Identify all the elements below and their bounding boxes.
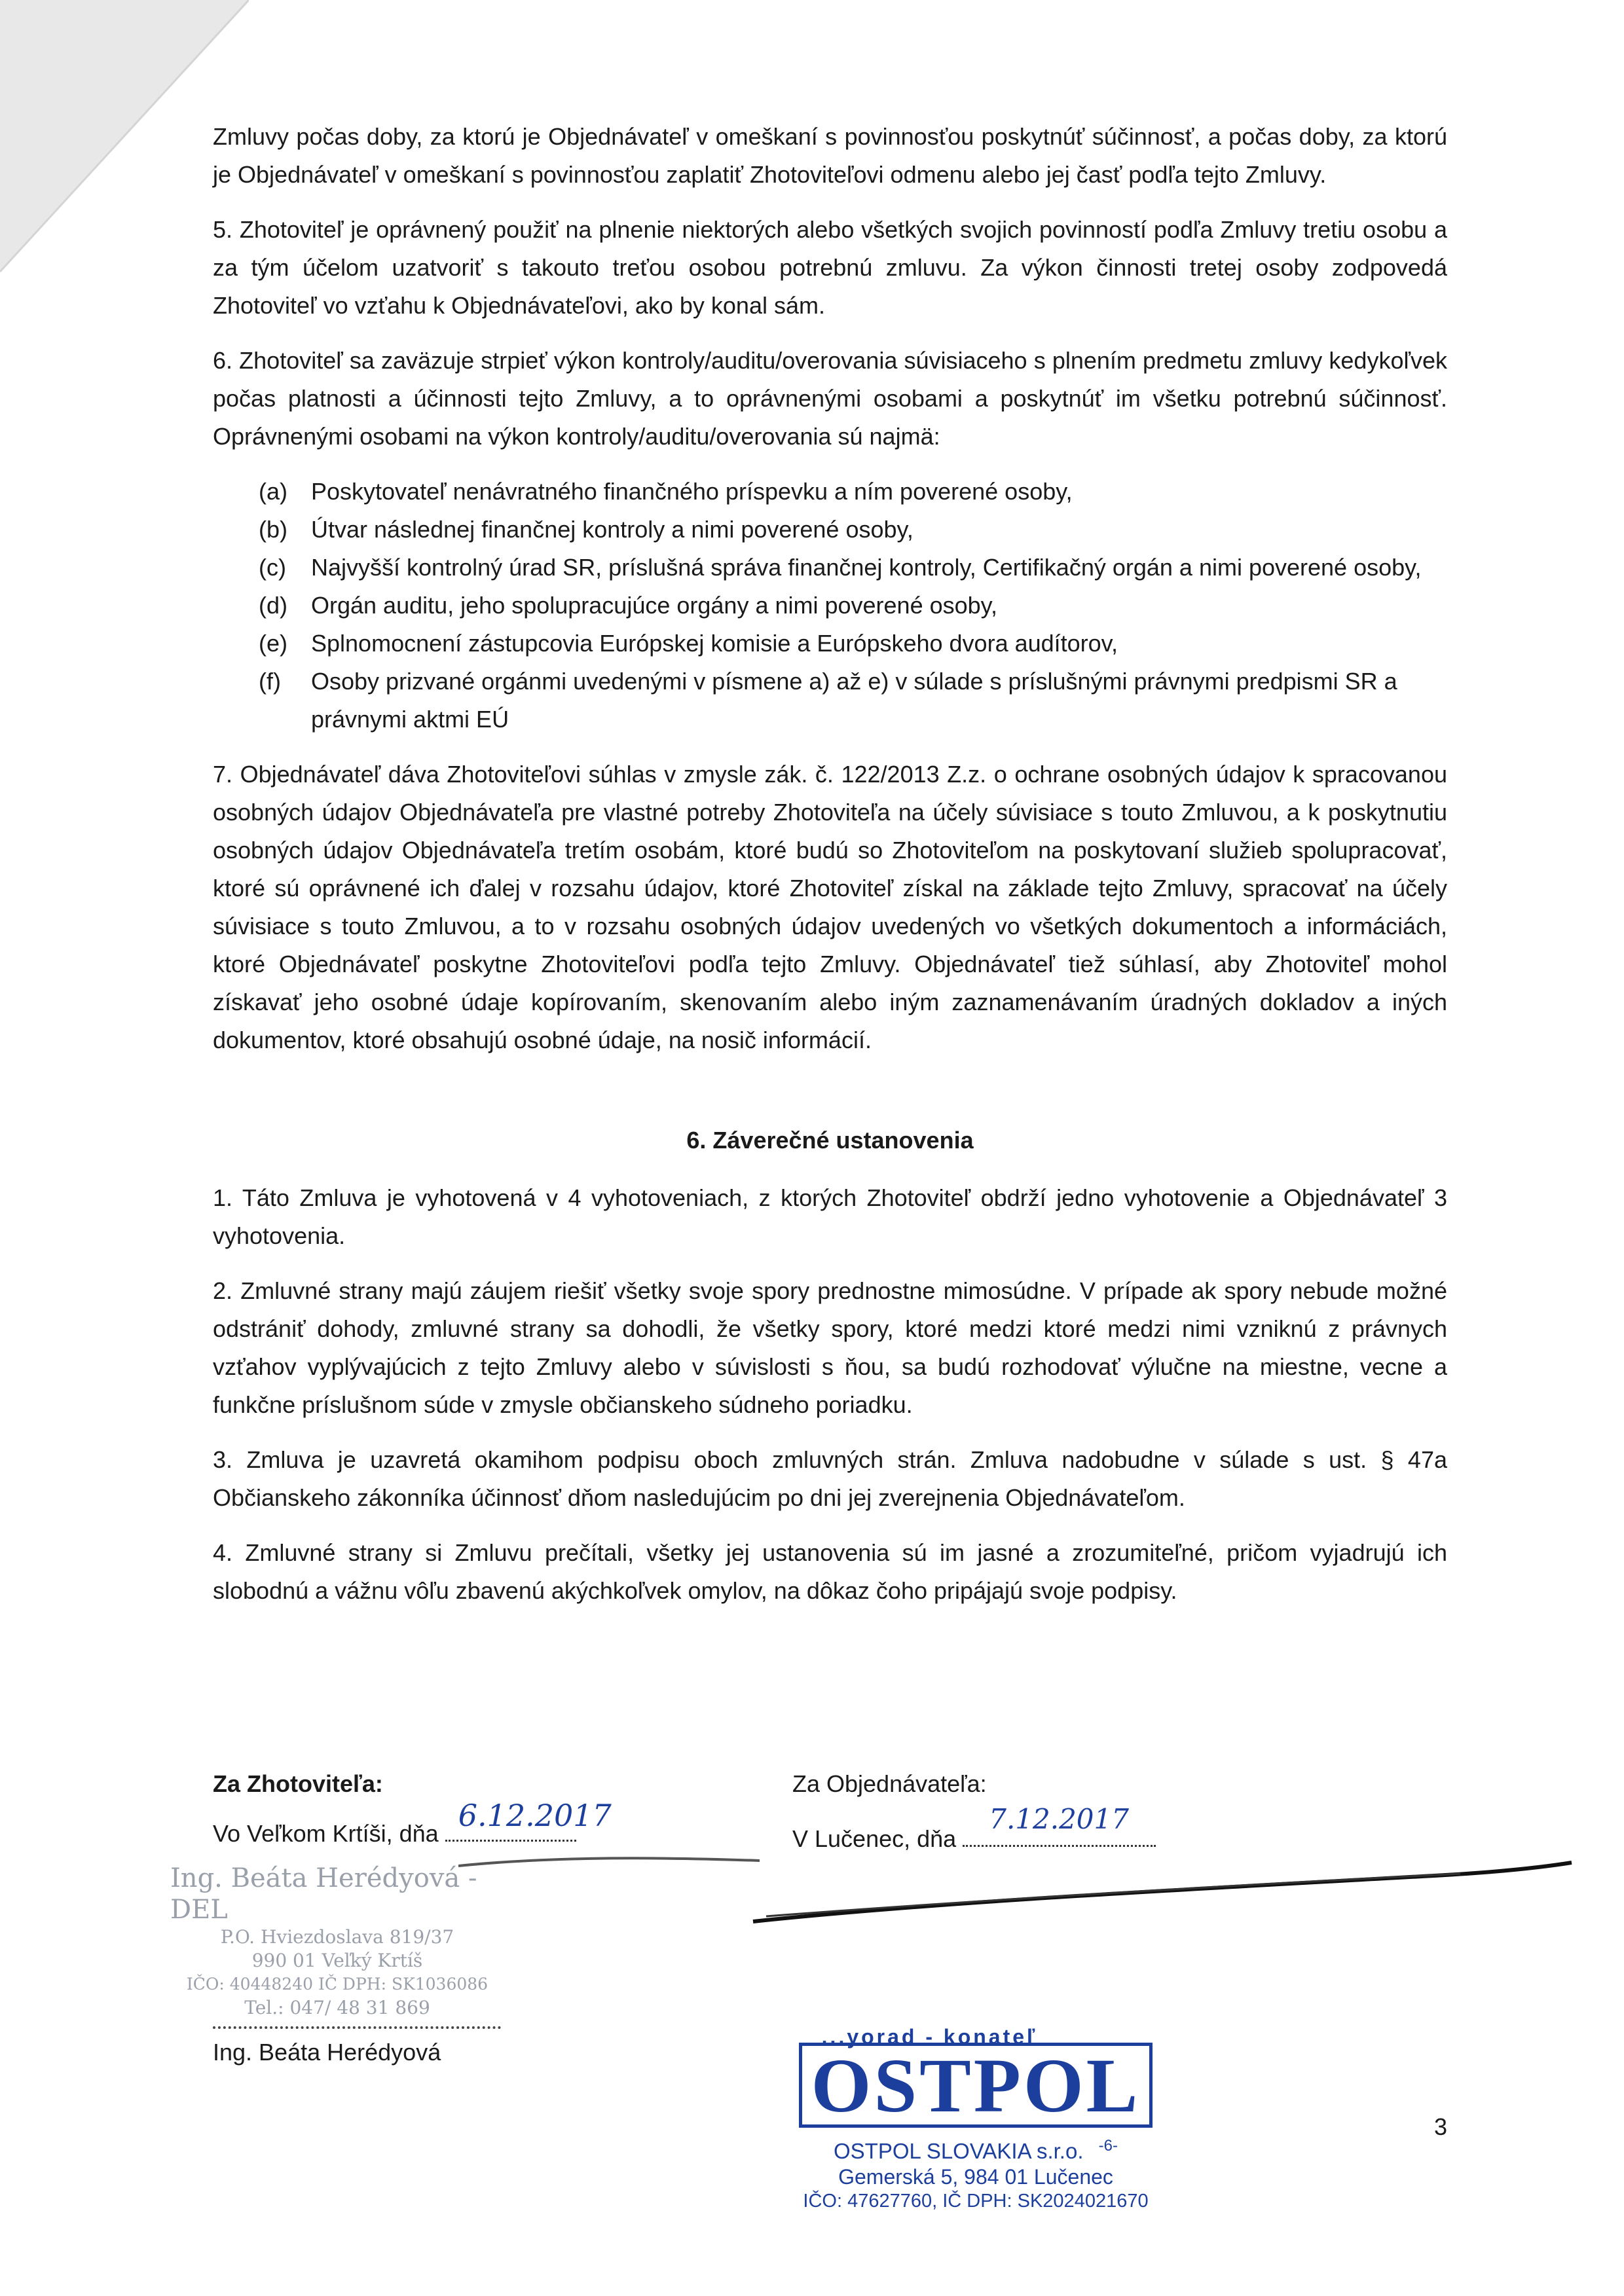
page-number: 3: [1434, 2113, 1448, 2140]
contractor-place: Vo Veľkom Krtíši, dňa: [213, 1820, 439, 1847]
signature-dotted-line: [213, 2024, 501, 2029]
contractor-date-handwritten: 6.12.2017: [458, 1798, 612, 1833]
client-signature-stroke: [740, 1843, 1578, 1928]
authorized-persons-list: [213, 473, 1447, 738]
page-fold-edge: [0, 0, 249, 275]
list-item: (d) Orgán auditu, jeho spolupracujúce orgány a nimi poverené osoby,: [259, 592, 997, 619]
list-item: (c) Najvyšší kontrolný úrad SR, príslušná správa finančnej kontroly, Certifikačný orgán a nimi poverené osoby,: [259, 554, 1422, 581]
stamp-address: Gemerská 5, 984 01 Lučenec: [838, 2165, 1113, 2189]
contractor-name: Ing. Beáta Herédyová: [213, 2039, 441, 2066]
contractor-signature-heading: Za Zhotoviteľa:: [213, 1770, 383, 1797]
stamp-company: OSTPOL SLOVAKIA s.r.o. $^{-6-}$: [834, 2137, 1118, 2163]
company-stamp: [786, 2025, 1166, 2213]
final-paragraph-3: 3. Zmluva je uzavretá okamihom podpisu oboch zmluvných strán. Zmluva nadobudne v súlade s ust. § 47a Občianskeho zákonníka účinnosť dňom nasledujúcim po dni jej zverejnenia Objednávateľom.: [213, 1446, 1447, 1511]
paragraph-6: 6. Zhotoviteľ sa zaväzuje strpieť výkon kontroly/auditu/overovania súvisiaceho s plnením predmetu zmluvy kedykoľvek počas platnosti a účinnosti tejto Zmluvy, a to oprávnenými osobami a poskytnúť im všetku potrebnú súčinnosť. Oprávnenými osobami na výkon kontroly/auditu/overovania sú najmä:: [213, 347, 1447, 450]
client-signature-heading: Za Objednávateľa:: [792, 1770, 987, 1797]
paragraph-7: 7. Objednávateľ dáva Zhotoviteľovi súhlas v zmysle zák. č. 122/2013 Z.z. o ochrane osobných údajov k spracovanou osobných údajov Objednávateľa pre vlastné potreby Zhotoviteľa na účely súvisiace s touto Zmluvou, a k poskytnutiu osobných údajov Objednávateľa tretím osobám, ktoré budú so Zhotoviteľom na poskytovaní služieb spolupracovať, ktoré sú oprávnené ich ďalej v rozsahu údajov, ktoré Zhotoviteľ získal na základe tejto Zmluvy, spracovať na účely súvisiace s touto Zmluvou, a to v rozsahu osobných údajov uvedených vo všetkých dokumentoch a informáciách, ktoré Objednávateľ poskytne Zhotoviteľovi podľa tejto Zmluvy. Objednávateľ tiež súhlasí, aby Zhotoviteľ mohol získavať jeho osobné údaje kopírovaním, skenovaním alebo iným zaznamenávaním úradných dokladov a iných dokumentov, ktoré obsahujú osobné údaje, na nosič informácií.: [213, 761, 1447, 1053]
contractor-stamp: Ing. Beáta Herédyová - DEL P.O. Hviezdoslava 819/37 990 01 Veľký Krtíš IČO: 40448240 IČ DPH: SK1036086 Tel.: 047/ 48 31 869: [167, 1863, 507, 2029]
client-place: V Lučenec, dňa: [792, 1825, 957, 1852]
list-item: (a) Poskytovateľ nenávratného finančného príspevku a ním poverené osoby,: [259, 478, 1073, 505]
final-paragraph-1: 1. Táto Zmluva je vyhotovená v 4 vyhotoveniach, z ktorých Zhotoviteľ obdrží jedno vyhotovenie a Objednávateľ 3 vyhotovenia.: [213, 1184, 1447, 1249]
ostpol-logo: ...yorad - konateľ OSTPOL: [799, 2043, 1153, 2128]
paragraph-5: 5. Zhotoviteľ je oprávnený použiť na plnenie niektorých alebo všetkých svojich povinností podľa Zmluvy tretiu osobu a za tým účelom uzatvoriť s takouto treťou osobou potrebnú zmluvu. Za výkon činnosti tretej osoby zodpovedá Zhotoviteľ vo vzťahu k Objednávateľovi, ako by konal sám.: [213, 216, 1447, 319]
final-paragraph-4: 4. Zmluvné strany si Zmluvu prečítali, všetky jej ustanovenia sú im jasné a zrozumiteľné, pričom vyjadrujú ich slobodnú a vážnu vôľu zbavenú akýchkoľvek omylov, na dôkaz čoho pripájajú svoje podpisy.: [213, 1539, 1447, 1604]
contractor-place-date: [213, 1798, 612, 1850]
final-paragraph-2: 2. Zmluvné strany majú záujem riešiť všetky svoje spory prednostne mimosúdne. V prípade ak spory nebude možné odstrániť dohody, zmluvné strany sa dohodli, že všetky spory, ktoré medzi ktoré medzi nimi vzniknú z právnych vzťahov vyplývajúcich z tejto Zmluvy alebo v súvislosti s ňou, sa budú rozhodovať výlučne na miestne, vecne a funkčne príslušnom súde v zmysle občianskeho súdneho poriadku.: [213, 1277, 1447, 1418]
stamp-overtext: ...yorad - konateľ: [821, 2025, 1038, 2049]
list-item: (b) Útvar následnej finančnej kontroly a nimi poverené osoby,: [259, 516, 913, 543]
paragraph-continuation: Zmluvy počas doby, za ktorú je Objednávateľ v omeškaní s povinnosťou poskytnúť súčinnosť, a počas doby, za ktorú je Objednávateľ v omeškaní s povinnosťou zaplatiť Zhotoviteľovi odmenu alebo jej časť podľa tejto Zmluvy.: [213, 123, 1447, 188]
document-body: [213, 118, 1447, 1627]
list-item: (e) Splnomocnení zástupcovia Európskej komisie a Európskeho dvora audítorov,: [259, 630, 1118, 657]
client-date-handwritten: 7.12.2017: [989, 1803, 1129, 1835]
stamp-ids: IČO: 47627760, IČ DPH: SK2024021670: [803, 2191, 1149, 2212]
section-title: 6. Záverečné ustanovenia: [686, 1127, 974, 1154]
list-item: (f) Osoby prizvané orgánmi uvedenými v písmene a) až e) v súlade s príslušnými právnymi predpismi SR a právnymi aktmi EÚ: [259, 668, 1397, 733]
